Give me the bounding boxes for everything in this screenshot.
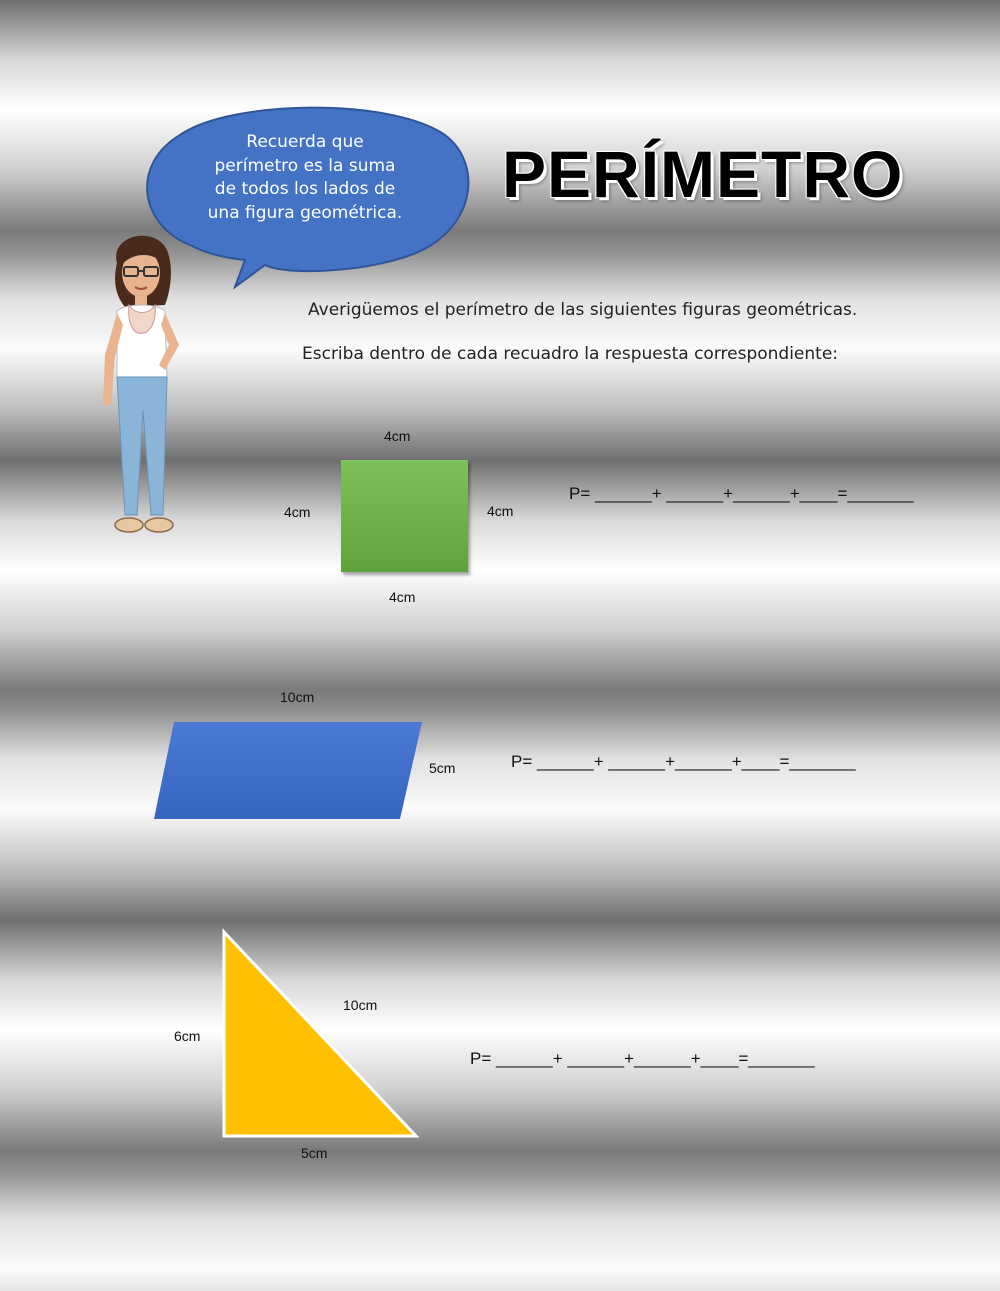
bubble-line: una figura geométrica. bbox=[207, 202, 403, 223]
square-left-label: 4cm bbox=[284, 504, 311, 520]
instruction-line-2: Escriba dentro de cada recuadro la respuesta correspondiente: bbox=[302, 344, 839, 364]
instruction-line-1: Averigüemos el perímetro de las siguientes figuras geométricas. bbox=[308, 300, 858, 320]
teacher-character-illustration bbox=[95, 225, 205, 545]
parallelogram-formula[interactable]: P= ______+ ______+______+____=_______ bbox=[511, 752, 856, 771]
bubble-text bbox=[195, 131, 415, 225]
triangle-formula[interactable]: P= ______+ ______+______+____=_______ bbox=[470, 1049, 815, 1068]
parallelogram-side-label: 5cm bbox=[429, 760, 456, 776]
square-top-label: 4cm bbox=[384, 428, 411, 444]
parallelogram-top-label: 10cm bbox=[280, 689, 315, 705]
parallelogram-shape bbox=[150, 718, 430, 823]
square-bottom-label: 4cm bbox=[389, 589, 416, 605]
bubble-line: perímetro es la suma bbox=[214, 155, 396, 176]
bubble-line: de todos los lados de bbox=[214, 179, 396, 199]
triangle-shape bbox=[218, 926, 423, 1140]
page-title: PERÍMETRO bbox=[502, 137, 904, 211]
triangle-hypotenuse-label: 10cm bbox=[343, 997, 378, 1013]
triangle-bottom-label: 5cm bbox=[301, 1145, 328, 1161]
square-right-label: 4cm bbox=[487, 503, 514, 519]
triangle-left-label: 6cm bbox=[174, 1028, 201, 1044]
square-shape bbox=[341, 460, 468, 572]
bubble-line: Recuerda que bbox=[246, 132, 364, 152]
square-formula[interactable]: P= ______+ ______+______+____=_______ bbox=[569, 484, 914, 503]
